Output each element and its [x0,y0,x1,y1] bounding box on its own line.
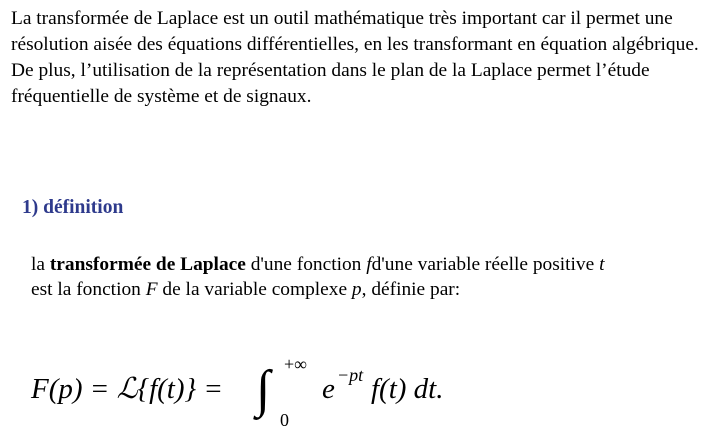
def-bold-term: transformée de Laplace [49,254,246,275]
def-var-p: p [351,279,362,300]
integrand-base: e [322,373,335,405]
def-var-t: t [599,254,605,275]
def-var-f: f [366,254,372,275]
formula-lhs: F(p) = ℒ{f(t)} = [31,373,223,405]
intro-paragraph: La transformée de Laplace est un outil mathématique très important car il permet une résolution aisée des équations différentielles, en les transformant en équation algébrique. De plus, l’utilisation de la représentation dans le plan de la Laplace permet l’étude fréquentielle de système et de signaux. [11,8,699,107]
integral-upper-limit: +∞ [284,354,307,374]
def-after-F: de la variable complexe [157,279,352,300]
integral-lower-limit: 0 [280,410,289,430]
def-line2-end: , définie par: [361,279,461,300]
definition-paragraph [31,252,703,302]
laplace-formula [0,340,712,432]
def-lead: la [31,254,50,275]
section-heading-definition: 1) définition [22,197,124,218]
integral-sign: ∫ [256,361,271,418]
integrand-exponent: −pt [337,365,364,385]
def-after-term: d'une fonction [245,254,367,275]
integrand-rest: f(t) dt. [371,373,444,405]
def-var-F: F [145,279,158,300]
def-line2-start: est la fonction [31,279,146,300]
def-after-f: d'une variable réelle positive [371,254,600,275]
